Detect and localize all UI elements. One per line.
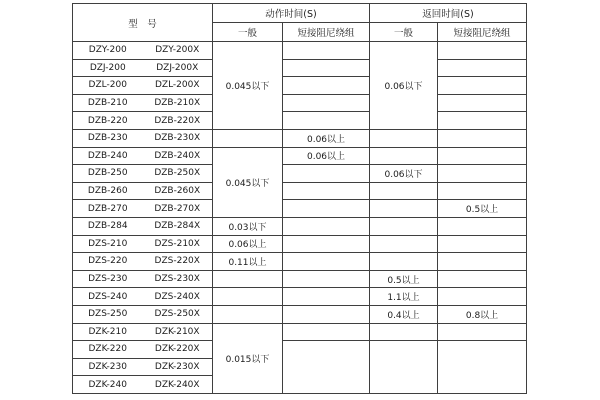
- model-name: DZS-240: [88, 291, 128, 302]
- model-name: DZJ-200: [89, 62, 126, 73]
- cell-action-damping-r8: [283, 165, 370, 183]
- cell-action-damping-r9: [283, 182, 370, 200]
- spec-table: [72, 3, 527, 394]
- cell-action-damping-r4: [283, 94, 370, 112]
- table-row: [73, 59, 527, 77]
- model-name-x: DZS-240X: [154, 291, 200, 302]
- table-row: [73, 270, 527, 288]
- model-name: DZB-284: [87, 221, 128, 232]
- model-cell: [73, 42, 213, 60]
- model-name-x: DZK-230X: [154, 361, 200, 372]
- header-row-1: [73, 4, 527, 23]
- table-row: [73, 288, 527, 306]
- model-name-x: DZB-220X: [154, 115, 201, 126]
- model-name-x: DZK-220X: [154, 344, 200, 355]
- model-name: DZK-230: [88, 361, 127, 372]
- cell-action-general-r13: 0.11以上: [213, 253, 283, 271]
- model-name: DZS-230: [88, 274, 128, 285]
- model-cell: [73, 94, 213, 112]
- model-name: DZK-240: [88, 379, 127, 390]
- spec-table-container: [72, 3, 527, 394]
- table-row: [73, 253, 527, 271]
- cell-action-damping-r7: 0.06以上: [283, 147, 370, 165]
- cell-return-general-r16: 0.4以上: [370, 305, 438, 323]
- cell-return-damping-r16: 0.8以上: [438, 305, 527, 323]
- model-name-x: DZS-210X: [154, 238, 200, 249]
- model-cell: [73, 182, 213, 200]
- model-name-x: DZB-240X: [154, 150, 201, 161]
- cell-return-damping-r8: [438, 165, 527, 183]
- model-name-x: DZS-250X: [154, 309, 200, 320]
- header-action-general: 一般: [213, 23, 283, 42]
- model-cell: [73, 305, 213, 323]
- cell-action-damping-r2: [283, 59, 370, 77]
- model-name-x: DZB-210X: [154, 98, 201, 109]
- cell-return-damping-r2: [438, 59, 527, 77]
- cell-action-damping-r14: [283, 270, 370, 288]
- cell-action-general-r15: [213, 288, 283, 306]
- cell-action-damping-r13: [283, 253, 370, 271]
- model-name-x: DZJ-200X: [156, 62, 199, 73]
- model-name: DZB-210: [87, 98, 128, 109]
- cell-action-damping-r1: [283, 42, 370, 60]
- model-name-x: DZL-200X: [154, 80, 200, 91]
- cell-return-general-r8: 0.06以下: [370, 165, 438, 183]
- model-cell: [73, 235, 213, 253]
- cell-return-general-r11: [370, 217, 438, 235]
- model-name: DZB-230: [87, 133, 128, 144]
- model-name-x: DZY-200X: [155, 45, 200, 56]
- cell-action-damping-r12: [283, 235, 370, 253]
- header-return-general: 一般: [370, 23, 438, 42]
- cell-return-damping-rows18-20: [438, 341, 527, 394]
- cell-action-damping-rows18-20: [283, 341, 370, 394]
- cell-action-general-r12: 0.06以上: [213, 235, 283, 253]
- model-cell: [73, 358, 213, 376]
- model-cell: [73, 270, 213, 288]
- header-return-damping: 短接阻尼绕组: [438, 23, 527, 42]
- model-cell: [73, 59, 213, 77]
- cell-action-general-r16: [213, 305, 283, 323]
- model-cell: [73, 112, 213, 130]
- model-cell: [73, 165, 213, 183]
- cell-action-general-r11: 0.03以下: [213, 217, 283, 235]
- header-action-damping: 短接阻尼绕组: [283, 23, 370, 42]
- cell-return-damping-r1: [438, 42, 527, 60]
- cell-action-general-rows17-20: 0.015以下: [213, 323, 283, 393]
- cell-return-damping-r13: [438, 253, 527, 271]
- table-row: [73, 112, 527, 130]
- cell-action-damping-r3: [283, 77, 370, 95]
- cell-return-damping-r5: [438, 112, 527, 130]
- cell-return-general-r10: [370, 200, 438, 218]
- cell-return-general-r9: [370, 182, 438, 200]
- model-name-x: DZK-210X: [154, 326, 200, 337]
- cell-action-general-rows1-5: 0.045以下: [213, 42, 283, 130]
- header-model: 型 号: [73, 4, 213, 42]
- model-name: DZK-210: [88, 326, 127, 337]
- table-row: [73, 217, 527, 235]
- table-row: [73, 200, 527, 218]
- table-row: [73, 77, 527, 95]
- model-cell: [73, 217, 213, 235]
- cell-return-damping-r17: [438, 323, 527, 341]
- table-row: [73, 147, 527, 165]
- cell-return-general-r6: [370, 129, 438, 147]
- table-row: [73, 165, 527, 183]
- model-name: DZS-210: [88, 238, 128, 249]
- table-row: [73, 341, 527, 359]
- cell-action-general-r14: [213, 270, 283, 288]
- model-name-x: DZB-270X: [154, 203, 201, 214]
- cell-return-damping-r14: [438, 270, 527, 288]
- cell-return-damping-r12: [438, 235, 527, 253]
- table-row: [73, 235, 527, 253]
- cell-action-damping-r15: [283, 288, 370, 306]
- model-name: DZB-270: [87, 203, 128, 214]
- model-cell: [73, 288, 213, 306]
- cell-action-damping-r16: [283, 305, 370, 323]
- model-cell: [73, 129, 213, 147]
- cell-return-general-rows18-20: [370, 341, 438, 394]
- model-name-x: DZS-220X: [154, 256, 200, 267]
- cell-return-general-r12: [370, 235, 438, 253]
- header-action-time: 动作时间(S): [213, 4, 370, 23]
- cell-action-damping-r11: [283, 217, 370, 235]
- model-cell: [73, 200, 213, 218]
- table-row: [73, 94, 527, 112]
- model-name: DZL-200: [88, 80, 127, 91]
- model-cell: [73, 77, 213, 95]
- cell-action-damping-r17: [283, 323, 370, 341]
- cell-action-general-rows7-10: 0.045以下: [213, 147, 283, 217]
- model-name-x: DZS-230X: [154, 274, 200, 285]
- cell-action-general-r6: [213, 129, 283, 147]
- table-row: [73, 42, 527, 60]
- cell-return-general-r13: [370, 253, 438, 271]
- cell-return-damping-r4: [438, 94, 527, 112]
- cell-action-damping-r6: 0.06以上: [283, 129, 370, 147]
- model-name: DZB-250: [87, 168, 128, 179]
- cell-return-general-r17: [370, 323, 438, 341]
- model-name: DZB-240: [87, 150, 128, 161]
- cell-return-damping-r15: [438, 288, 527, 306]
- cell-action-damping-r5: [283, 112, 370, 130]
- header-return-time: 返回时间(S): [370, 4, 527, 23]
- cell-return-general-r14: 0.5以上: [370, 270, 438, 288]
- model-name-x: DZB-230X: [154, 133, 201, 144]
- model-name: DZB-260: [87, 186, 128, 197]
- cell-return-general-rows1-5: 0.06以下: [370, 42, 438, 130]
- cell-return-damping-r7: [438, 147, 527, 165]
- table-row: [73, 305, 527, 323]
- model-name-x: DZB-284X: [154, 221, 201, 232]
- model-cell: [73, 341, 213, 359]
- table-row: [73, 182, 527, 200]
- model-name-x: DZB-260X: [154, 186, 201, 197]
- model-cell: [73, 323, 213, 341]
- model-name: DZS-220: [88, 256, 128, 267]
- model-cell: [73, 376, 213, 394]
- model-name: DZY-200: [88, 45, 127, 56]
- model-name: DZS-250: [88, 309, 128, 320]
- model-name: DZB-220: [87, 115, 128, 126]
- cell-return-damping-r6: [438, 129, 527, 147]
- cell-return-damping-r9: [438, 182, 527, 200]
- model-name-x: DZK-240X: [154, 379, 200, 390]
- model-name: DZK-220: [88, 344, 127, 355]
- cell-return-general-r7: [370, 147, 438, 165]
- model-cell: [73, 253, 213, 271]
- cell-return-damping-r10: 0.5以上: [438, 200, 527, 218]
- cell-return-damping-r3: [438, 77, 527, 95]
- cell-return-general-r15: 1.1以上: [370, 288, 438, 306]
- model-name-x: DZB-250X: [154, 168, 201, 179]
- table-row: [73, 323, 527, 341]
- model-cell: [73, 147, 213, 165]
- cell-action-damping-r10: [283, 200, 370, 218]
- cell-return-damping-r11: [438, 217, 527, 235]
- table-row: [73, 129, 527, 147]
